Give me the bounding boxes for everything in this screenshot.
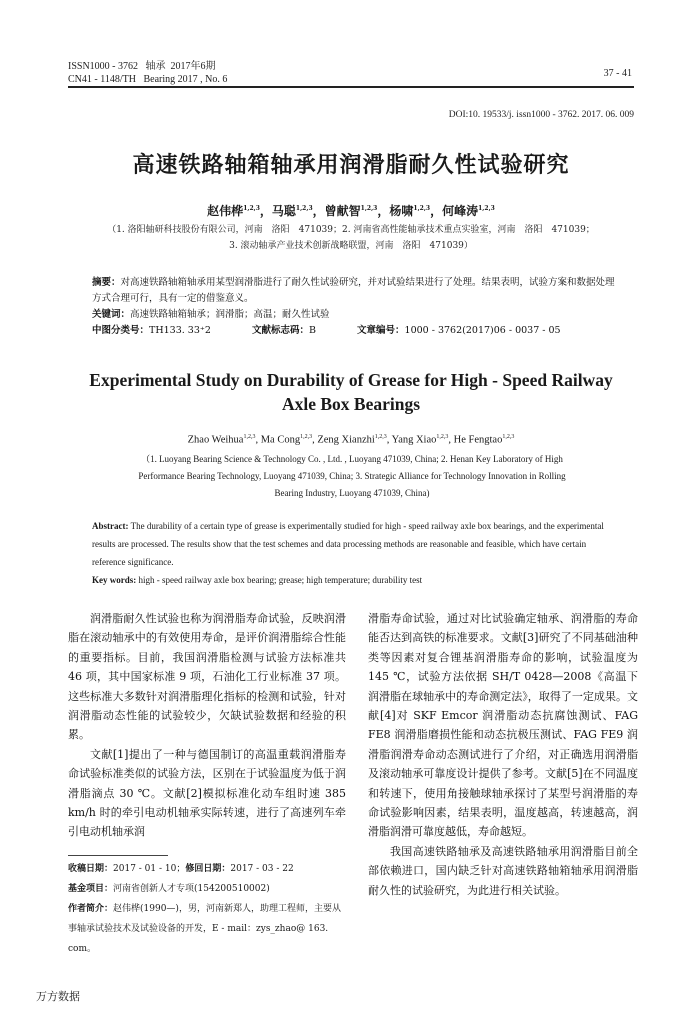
keywords-cn: 关键词：高速铁路轴箱轴承；润滑脂；高温；耐久性试验: [92, 309, 330, 320]
journal-name-cn: 轴承: [145, 61, 166, 72]
author-cn: 杨啸: [389, 204, 414, 218]
author-cn: 何峰涛: [442, 204, 479, 218]
received-date: 收稿日期：2017 - 01 - 10；修回日期：2017 - 03 - 22: [68, 864, 294, 874]
affiliation-en-2: Performance Bearing Technology, Luoyang 471039, China; 3. Strategic Alliance for Technology Innovation in Rolling: [138, 471, 566, 481]
year-issue-cn: 2017年6期: [170, 61, 216, 72]
author-bio: 作者简介：赵伟桦(1990—)，男，河南新郑人，助理工程师，主要从事轴承试验技术及试验设备的开发，E - mail：zys_zhao@ 163. com。: [68, 904, 341, 954]
body-left-column: [68, 609, 346, 842]
fund-project: 基金项目：河南省创新人才专项(154200510002): [68, 884, 270, 894]
body-right-column: [368, 609, 638, 900]
abstract-cn: 摘要：对高速铁路轴箱轴承用某型润滑脂进行了耐久性试验研究，并对试验结果进行了处理。结果表明，试验方案和数据处理方式合理可行，具有一定的借鉴意义。: [92, 277, 615, 304]
footnote-rule: [68, 855, 168, 856]
affiliation-en-3: Bearing Industry, Luoyang 471039, China): [274, 488, 430, 498]
watermark-footer: 万方数据: [36, 990, 80, 1003]
cn-number: CN41 - 1148/TH: [68, 74, 136, 85]
body-paragraph: 润滑脂耐久性试验也称为润滑脂寿命试验，反映润滑脂在滚动轴承中的有效使用寿命，是评价润滑脂综合性能的重要指标。目前，我国润滑脂检测与试验方法标准共 46 项，其中国家标准 9 项，石油化工行业标准 37 项。这些标准大多数针对润滑脂理化指标的检测和试验，针对润滑脂动态性能的试验较少，欠缺试验数据和经验的积累。: [68, 612, 346, 742]
keywords-en: Key words: high - speed railway axle box bearing; grease; high temperature; durability test: [92, 575, 423, 585]
title-en: Experimental Study on Durability of Grease for High - Speed Railway Axle Box Bearings: [89, 370, 613, 414]
issn: ISSN1000 - 3762: [68, 61, 139, 72]
doi: DOI:10. 19533/j. issn1000 - 3762. 2017. 06. 009: [448, 110, 634, 120]
header-rule: [68, 86, 634, 88]
body-paragraph: 滑脂寿命试验，通过对比试验确定轴承、润滑脂的寿命能否达到高铁的标准要求。文献[3]研究了不同基础油种类等因素对复合锂基润滑脂寿命的影响，试验温度为 145 ℃，试验方法依据 SH/T 0428—2008《高温下润滑脂在球轴承中的寿命测定法》，取得了一定成果。文献[4]对 SKF Emcor 润滑脂动态抗腐蚀测试、FAG FE8 润滑脂磨损性能和动态抗极压测试、FAG FE9 润滑脂润滑寿命动态测试进行了介绍，对正确选用润滑脂及滚动轴承可靠度设计提供了参考。文献[5]在不同温度和转速下，使用角接触球轴承探讨了某型号润滑脂的寿命试验影响因素，结果表明，温度越高，转速越高，润滑脂润滑可靠度越低，寿命越短。: [368, 612, 638, 839]
journal-header: [68, 60, 227, 86]
author-en: Yang Xiao: [391, 434, 437, 446]
page-range: 37 - 41: [603, 68, 632, 79]
authors-en: Zhao Weihua$^{1,2,3}$, Ma Cong$^{1,2,3}$, Zeng Xianzhi$^{1,2,3}$, Yang Xiao$^{1,2,3}$, He Fengtao$^{1,2,3}$: [187, 434, 515, 446]
affiliation-cn-2: 3. 滚动轴承产业技术创新战略联盟，河南 洛阳 471039）: [229, 241, 473, 251]
body-paragraph: 文献[1]提出了一种与德国制订的高温重载润滑脂寿命试验标准类似的试验方法，区别在于试验温度为低于润滑脂滴点 30 ℃。文献[2]模拟标准化动车组时速 385 km/h 时的牵引电动机轴承实际转速，进行了高速列车牵引电动机轴承润: [68, 747, 346, 839]
title-cn: 高速铁路轴箱轴承用润滑脂耐久性试验研究: [132, 152, 570, 178]
affiliation-cn-1: （1. 洛阳轴研科技股份有限公司，河南 洛阳 471039；2. 河南省高性能轴承技术重点实验室，河南 洛阳 471039；: [107, 225, 595, 235]
author-en: Zhao Weihua: [187, 434, 244, 446]
footnotes: [68, 859, 346, 959]
body-paragraph: 我国高速铁路轴承及高速铁路轴承用润滑脂目前全部依赖进口，国内缺乏针对高速铁路轴箱轴承用润滑脂耐久性的试验研究，为此进行相关试验。: [368, 844, 638, 897]
author-en: Zeng Xianzhi: [317, 434, 375, 446]
journal-name-en: Bearing 2017 , No. 6: [143, 74, 228, 85]
classification-cn: 中图分类号：TH133. 33⁺2 文献标志码：B 文章编号：1000 - 3762(2017)06 - 0037 - 05: [92, 325, 561, 336]
author-cn: 曾献智: [324, 204, 361, 218]
abstract-en: Abstract: The durability of a certain type of grease is experimentally studied for high - speed railway axle box bearings, and the experimental results are processed. The results show that the test schemes and data processing methods are reasonable and feasible, which have certain reference significance.: [92, 521, 604, 567]
author-en: He Fengtao: [453, 434, 503, 446]
author-cn: 马聪: [271, 204, 296, 218]
author-cn: 赵伟桦: [207, 204, 244, 218]
authors-cn: 赵伟桦$^{1,2,3}$，马聪$^{1,2,3}$，曾献智$^{1,2,3}$，杨啸$^{1,2,3}$，何峰涛$^{1,2,3}$: [207, 204, 495, 218]
affiliation-en-1: （1. Luoyang Bearing Science & Technology Co. , Ltd. , Luoyang 471039, China; 2. Henan Key Laboratory of High: [141, 454, 563, 464]
author-en: Ma Cong: [260, 434, 301, 446]
